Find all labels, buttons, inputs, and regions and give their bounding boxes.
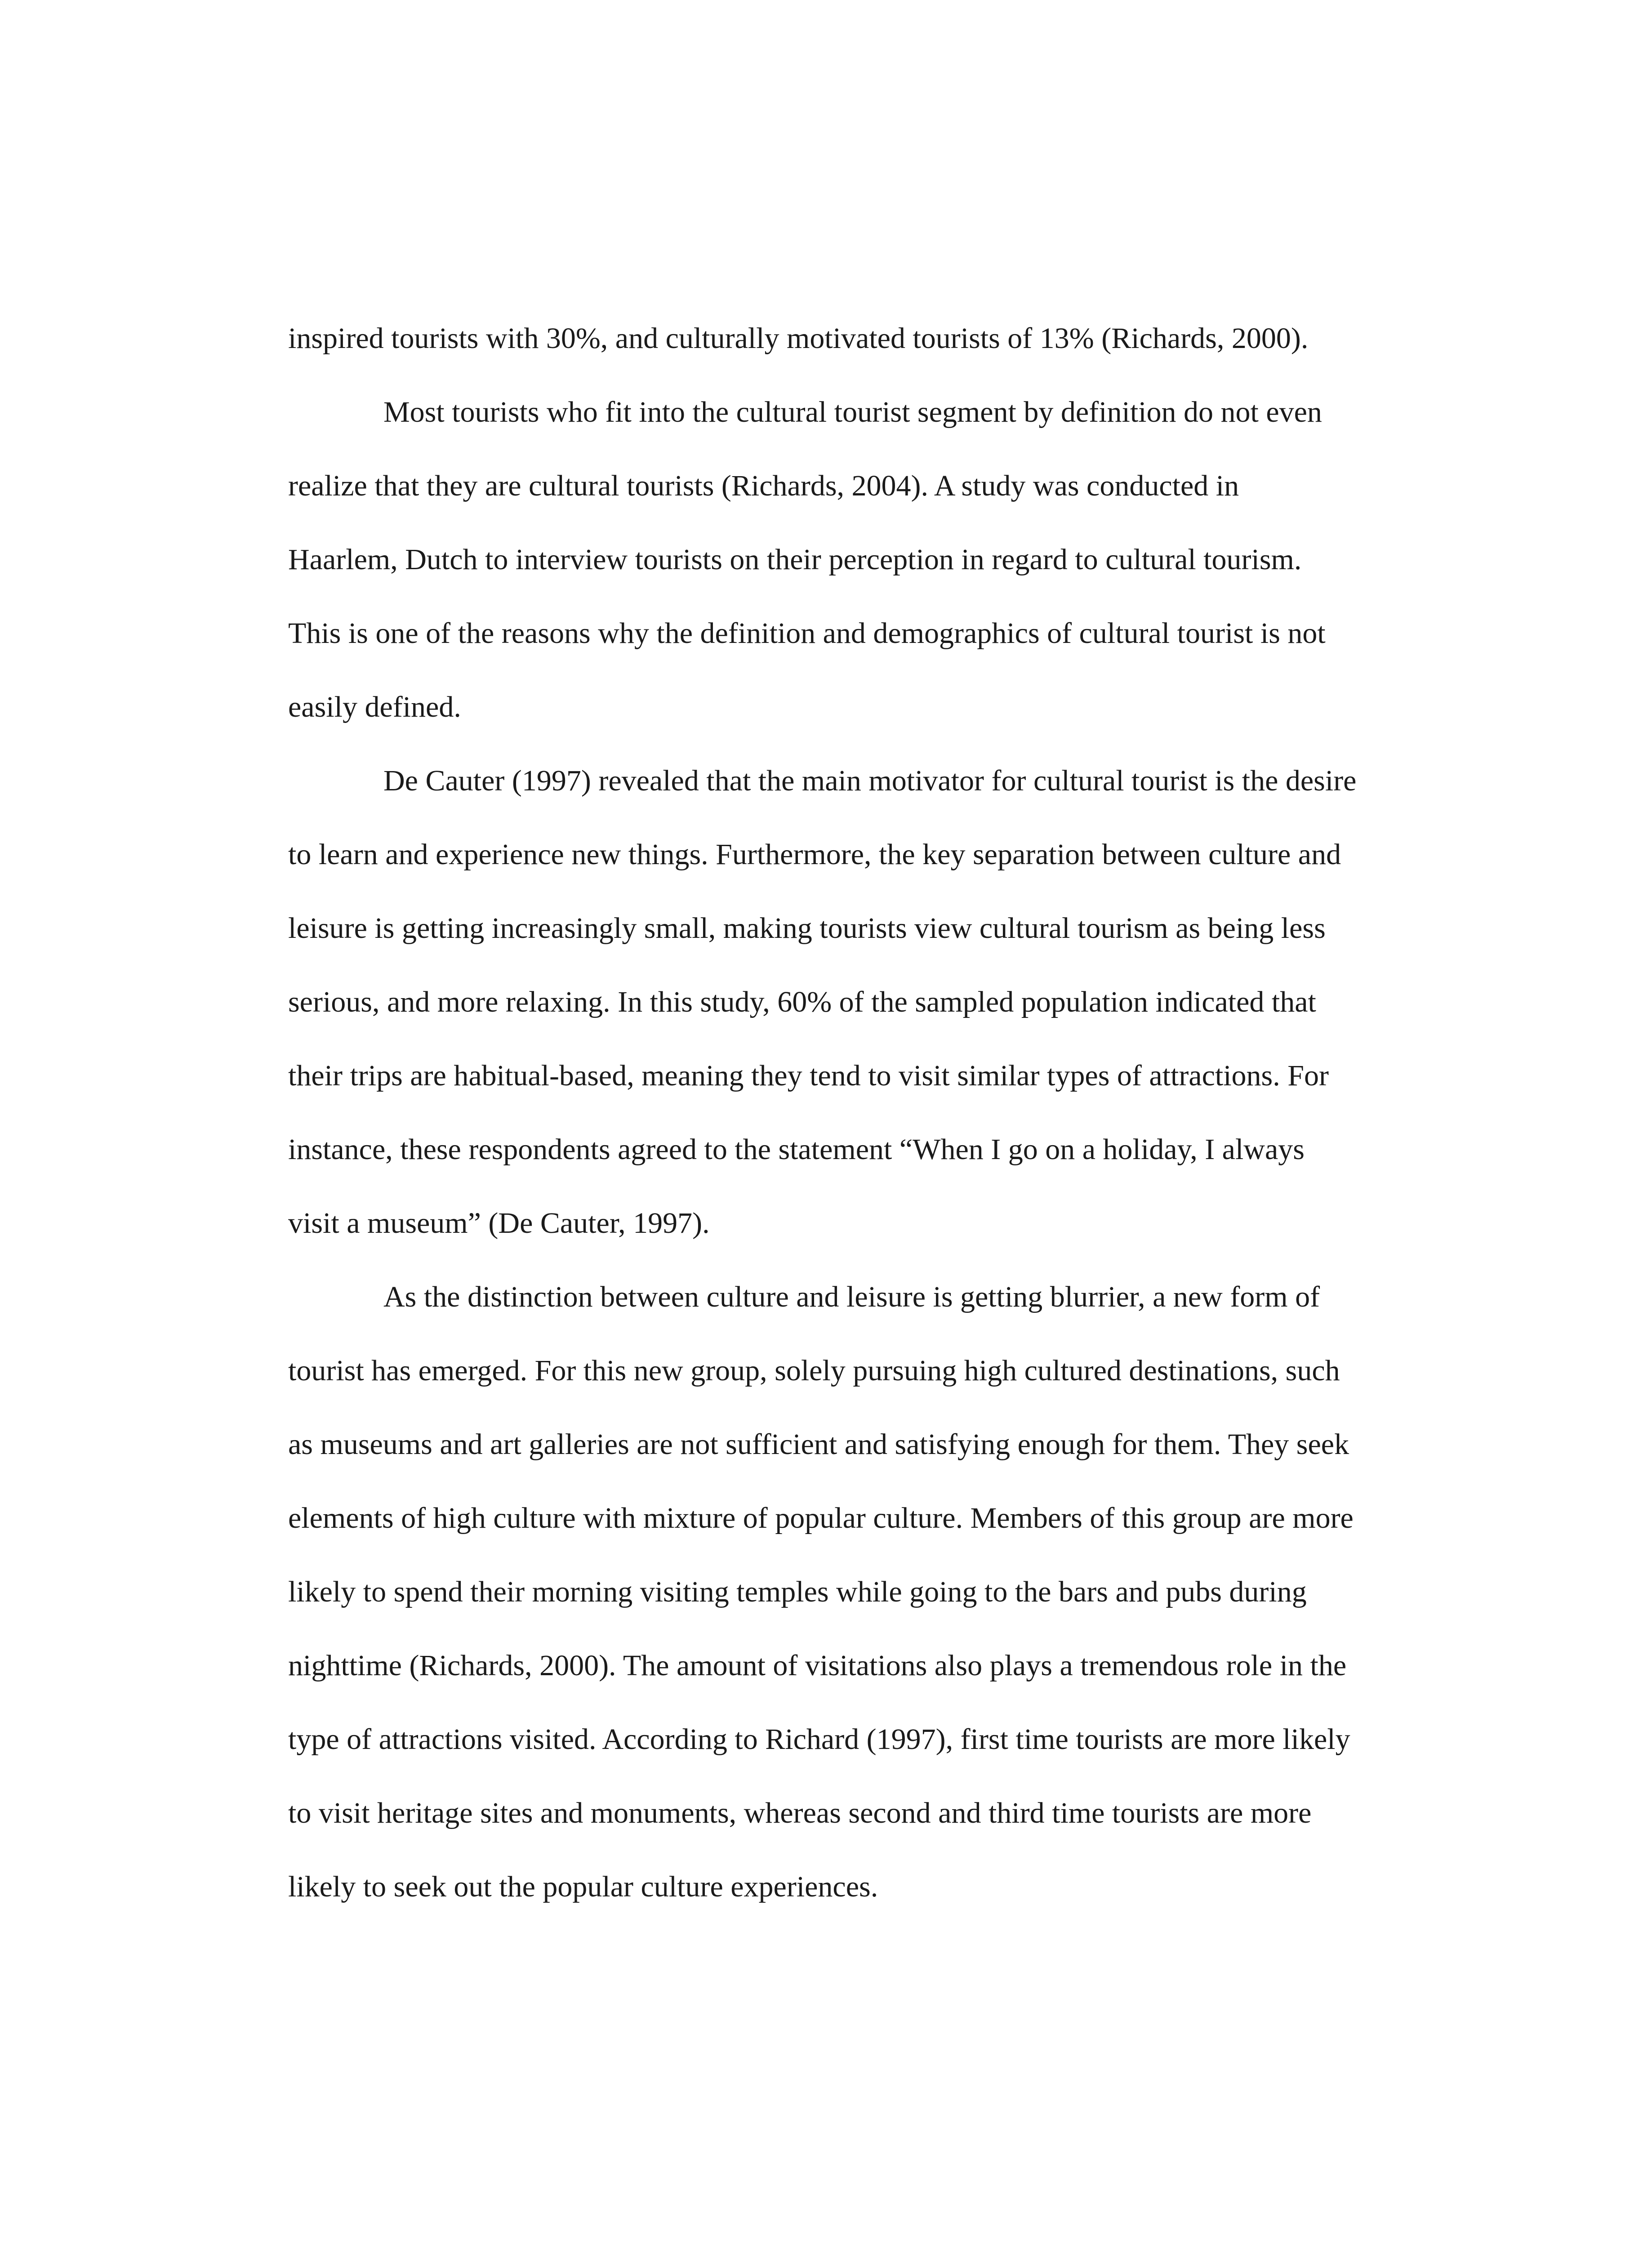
text-line: as museums and art galleries are not sufficient and satisfying enough for them. They seek <box>288 1428 1349 1461</box>
text-line: visit a museum” (De Cauter, 1997). <box>288 1207 710 1240</box>
text-line: their trips are habitual-based, meaning they tend to visit similar types of attractions. For <box>288 1059 1329 1092</box>
text-line: This is one of the reasons why the definition and demographics of cultural tourist is not <box>288 617 1326 650</box>
text-line: tourist has emerged. For this new group, solely pursuing high cultured destinations, such <box>288 1354 1340 1387</box>
text-line: leisure is getting increasingly small, making tourists view cultural tourism as being less <box>288 912 1326 945</box>
text-line: likely to spend their morning visiting temples while going to the bars and pubs during <box>288 1575 1307 1608</box>
text-line: to visit heritage sites and monuments, whereas second and third time tourists are more <box>288 1797 1312 1829</box>
paragraph-first-line: Most tourists who fit into the cultural tourist segment by definition do not even <box>383 396 1322 428</box>
text-line: easily defined. <box>288 691 461 723</box>
text-line: elements of high culture with mixture of popular culture. Members of this group are more <box>288 1502 1354 1534</box>
text-line: instance, these respondents agreed to the statement “When I go on a holiday, I always <box>288 1133 1305 1166</box>
text-line: realize that they are cultural tourists (Richards, 2004). A study was conducted in <box>288 469 1239 502</box>
paragraph-first-line: De Cauter (1997) revealed that the main motivator for cultural tourist is the desire <box>383 764 1357 797</box>
text-line: type of attractions visited. According to Richard (1997), first time tourists are more likely <box>288 1723 1350 1756</box>
text-line: likely to seek out the popular culture experiences. <box>288 1870 878 1903</box>
text-line: to learn and experience new things. Furthermore, the key separation between culture and <box>288 838 1341 871</box>
text-line: nighttime (Richards, 2000). The amount of visitations also plays a tremendous role in the <box>288 1649 1347 1682</box>
paragraph-first-line: As the distinction between culture and leisure is getting blurrier, a new form of <box>383 1280 1320 1313</box>
text-line: Haarlem, Dutch to interview tourists on their perception in regard to cultural tourism. <box>288 543 1302 576</box>
text-line: serious, and more relaxing. In this study, 60% of the sampled population indicated that <box>288 986 1316 1018</box>
text-line: inspired tourists with 30%, and culturally motivated tourists of 13% (Richards, 2000). <box>288 322 1309 355</box>
